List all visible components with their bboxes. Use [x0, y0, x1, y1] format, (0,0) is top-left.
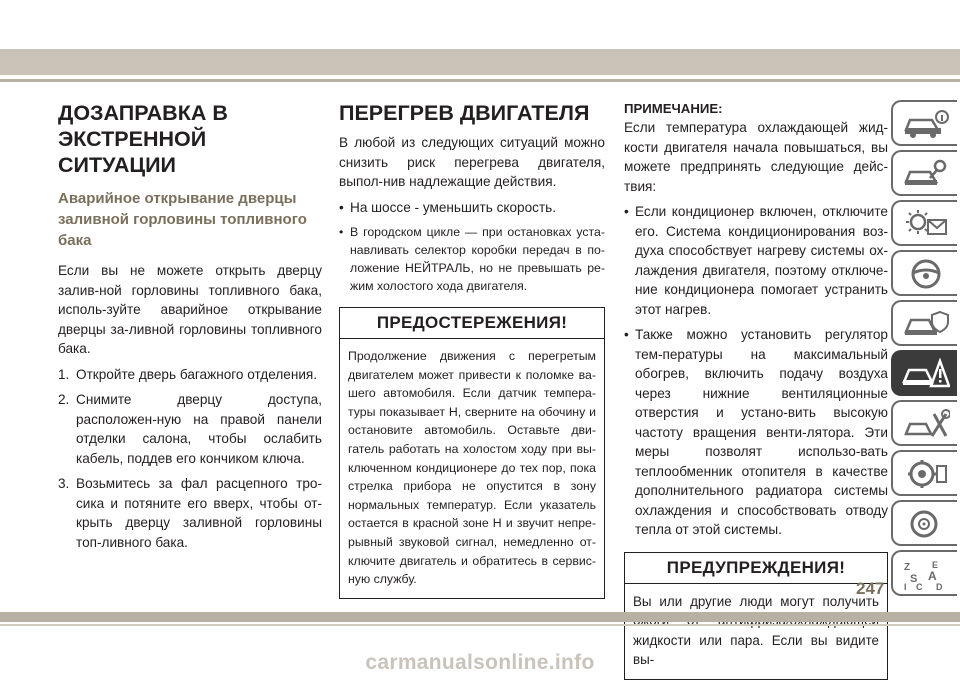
bottom-decorative-band — [0, 612, 960, 622]
bottom-divider — [0, 624, 960, 626]
steps-list — [58, 365, 322, 553]
step-item: 1. Откройте дверь багажного отделения. — [58, 366, 318, 382]
page-number: 247 — [856, 579, 885, 598]
svg-text:E: E — [932, 560, 939, 570]
tab-car-key[interactable] — [891, 150, 957, 196]
overheat-bullets — [339, 198, 605, 218]
dashboard-lights-icon — [902, 208, 950, 240]
subsection-title-fuel-door: Аварийное открывание дверцы заливной горловины топливного бака — [58, 190, 307, 249]
service-tools-icon — [902, 408, 950, 440]
watermark: carmanualsonline.info — [365, 651, 595, 674]
chapter-tabs — [891, 100, 960, 600]
car-key-icon — [902, 158, 950, 190]
section-title-engine-overheat: ПЕРЕГРЕВ ДВИГАТЕЛЯ — [339, 101, 590, 125]
caution-box-text: Продолжение движения с перегретым двигателем может привести к поломке ва-шего автомобиля. Если датчик темпера-туры показывает Н, сверните на обочину и остановите автомобиль. Оставьте дви-гатель работать на холостом ходу при вы-ключенном кондиционере до тех пор, пока стрелка прибора не опустится в зону нормальных температур. Если указатель остается в красной зоне Н и звучит непре-рывный звуковой сигнал, немедленно от-ключите двигатель и обратитесь в сервис-ную службу. — [348, 349, 596, 587]
car-info-icon — [902, 108, 950, 140]
specifications-icon — [902, 458, 950, 490]
svg-text:S: S — [910, 573, 918, 585]
note-title: ПРИМЕЧАНИЕ: — [624, 101, 723, 116]
tab-dashboard-lights[interactable] — [891, 200, 957, 246]
note-bullets — [624, 202, 888, 540]
bullet-item: • В городском цикле — при остановках уста-навливать селектор коробки передач в по-ложение НЕЙТРАЛЬ, но не превышать ре-жим холостого хода двигателя. — [339, 223, 605, 295]
warning-box-text: Вы или другие люди могут получить жидкости или пара. Если вы видите вы- — [633, 593, 879, 667]
steering-wheel-icon — [902, 258, 950, 290]
tab-steering[interactable] — [891, 250, 957, 296]
caution-box — [339, 307, 605, 599]
left-column — [58, 100, 322, 558]
svg-text:A: A — [928, 569, 937, 583]
bullet-item: • Если кондиционер включен, отключите его. Система кондиционирования воз-духа способствует нагреву системы ох-лаждения двигателя, поэтому отключе-ние кондиционера помогает устранить этот нагрев. — [624, 202, 888, 319]
section-title-emergency-refuel: ДОЗАПРАВКА В ЭКСТРЕННОЙ СИТУАЦИИ — [58, 101, 228, 177]
overheat-intro-text: В любой из следующих ситуаций можно снизить риск перегрева двигателя, выпол-нив надлежащие действия. — [339, 135, 605, 189]
multimedia-icon — [902, 508, 950, 540]
tab-service[interactable] — [891, 400, 957, 446]
fuel-door-intro-text: Если вы не можете открыть дверцу залив-ной горловины топливного бака, исполь-зуйте аварийное открывание дверцы за-ливной горловины топливного бака. — [58, 263, 322, 356]
tab-multimedia[interactable] — [891, 500, 957, 546]
index-letters-icon — [902, 558, 950, 590]
bullet-item: • Также можно установить регулятор тем-пературы на максимальный обогрев, включить подачу воздуха через нижние вентиляционные отверстия и устано-вить высокую частоту вращения венти-лятора. Эти меры позволят использо-вать теплообменник отопителя в качестве дополнительного радиатора системы охлаждения и способствовать отводу тепла от этой системы. — [624, 325, 888, 540]
svg-text:D: D — [936, 582, 943, 590]
warning-box-title: ПРЕДУПРЕЖДЕНИЯ! — [625, 553, 887, 584]
svg-text:Z: Z — [904, 562, 911, 573]
tab-car-info[interactable] — [891, 100, 957, 146]
note-text: Если температура охлаждающей жид-кости двигателя начала повышаться, вы можете предпринять следующие дейс-твия: — [624, 120, 888, 194]
right-column — [624, 100, 888, 680]
tab-emergency[interactable] — [891, 350, 957, 396]
svg-text:C: C — [916, 582, 923, 590]
overheat-bullets-small — [339, 223, 605, 295]
top-decorative-band — [0, 49, 960, 75]
step-item: 3. Возьмитесь за фал расцепного тро-сика и потяните его вверх, чтобы от-крыть дверцу заливной горловины топ-ливного бака. — [58, 476, 322, 550]
step-item: 2. Снимите дверцу доступа, расположен-ную на правой панели отделки салона, чтобы ослабить кабель, поддев его кончиком ключа. — [58, 392, 322, 466]
bullet-item: • На шоссе - уменьшить скорость. — [339, 198, 605, 218]
middle-column — [339, 100, 605, 599]
tab-car-safety[interactable] — [891, 300, 957, 346]
tab-specifications[interactable] — [891, 450, 957, 496]
svg-text:I: I — [904, 582, 907, 590]
caution-box-title: ПРЕДОСТЕРЕЖЕНИЯ! — [340, 308, 604, 339]
top-divider — [0, 79, 960, 82]
car-safety-icon — [902, 308, 950, 340]
emergency-hazard-icon — [902, 358, 950, 390]
tab-index[interactable] — [891, 550, 957, 596]
